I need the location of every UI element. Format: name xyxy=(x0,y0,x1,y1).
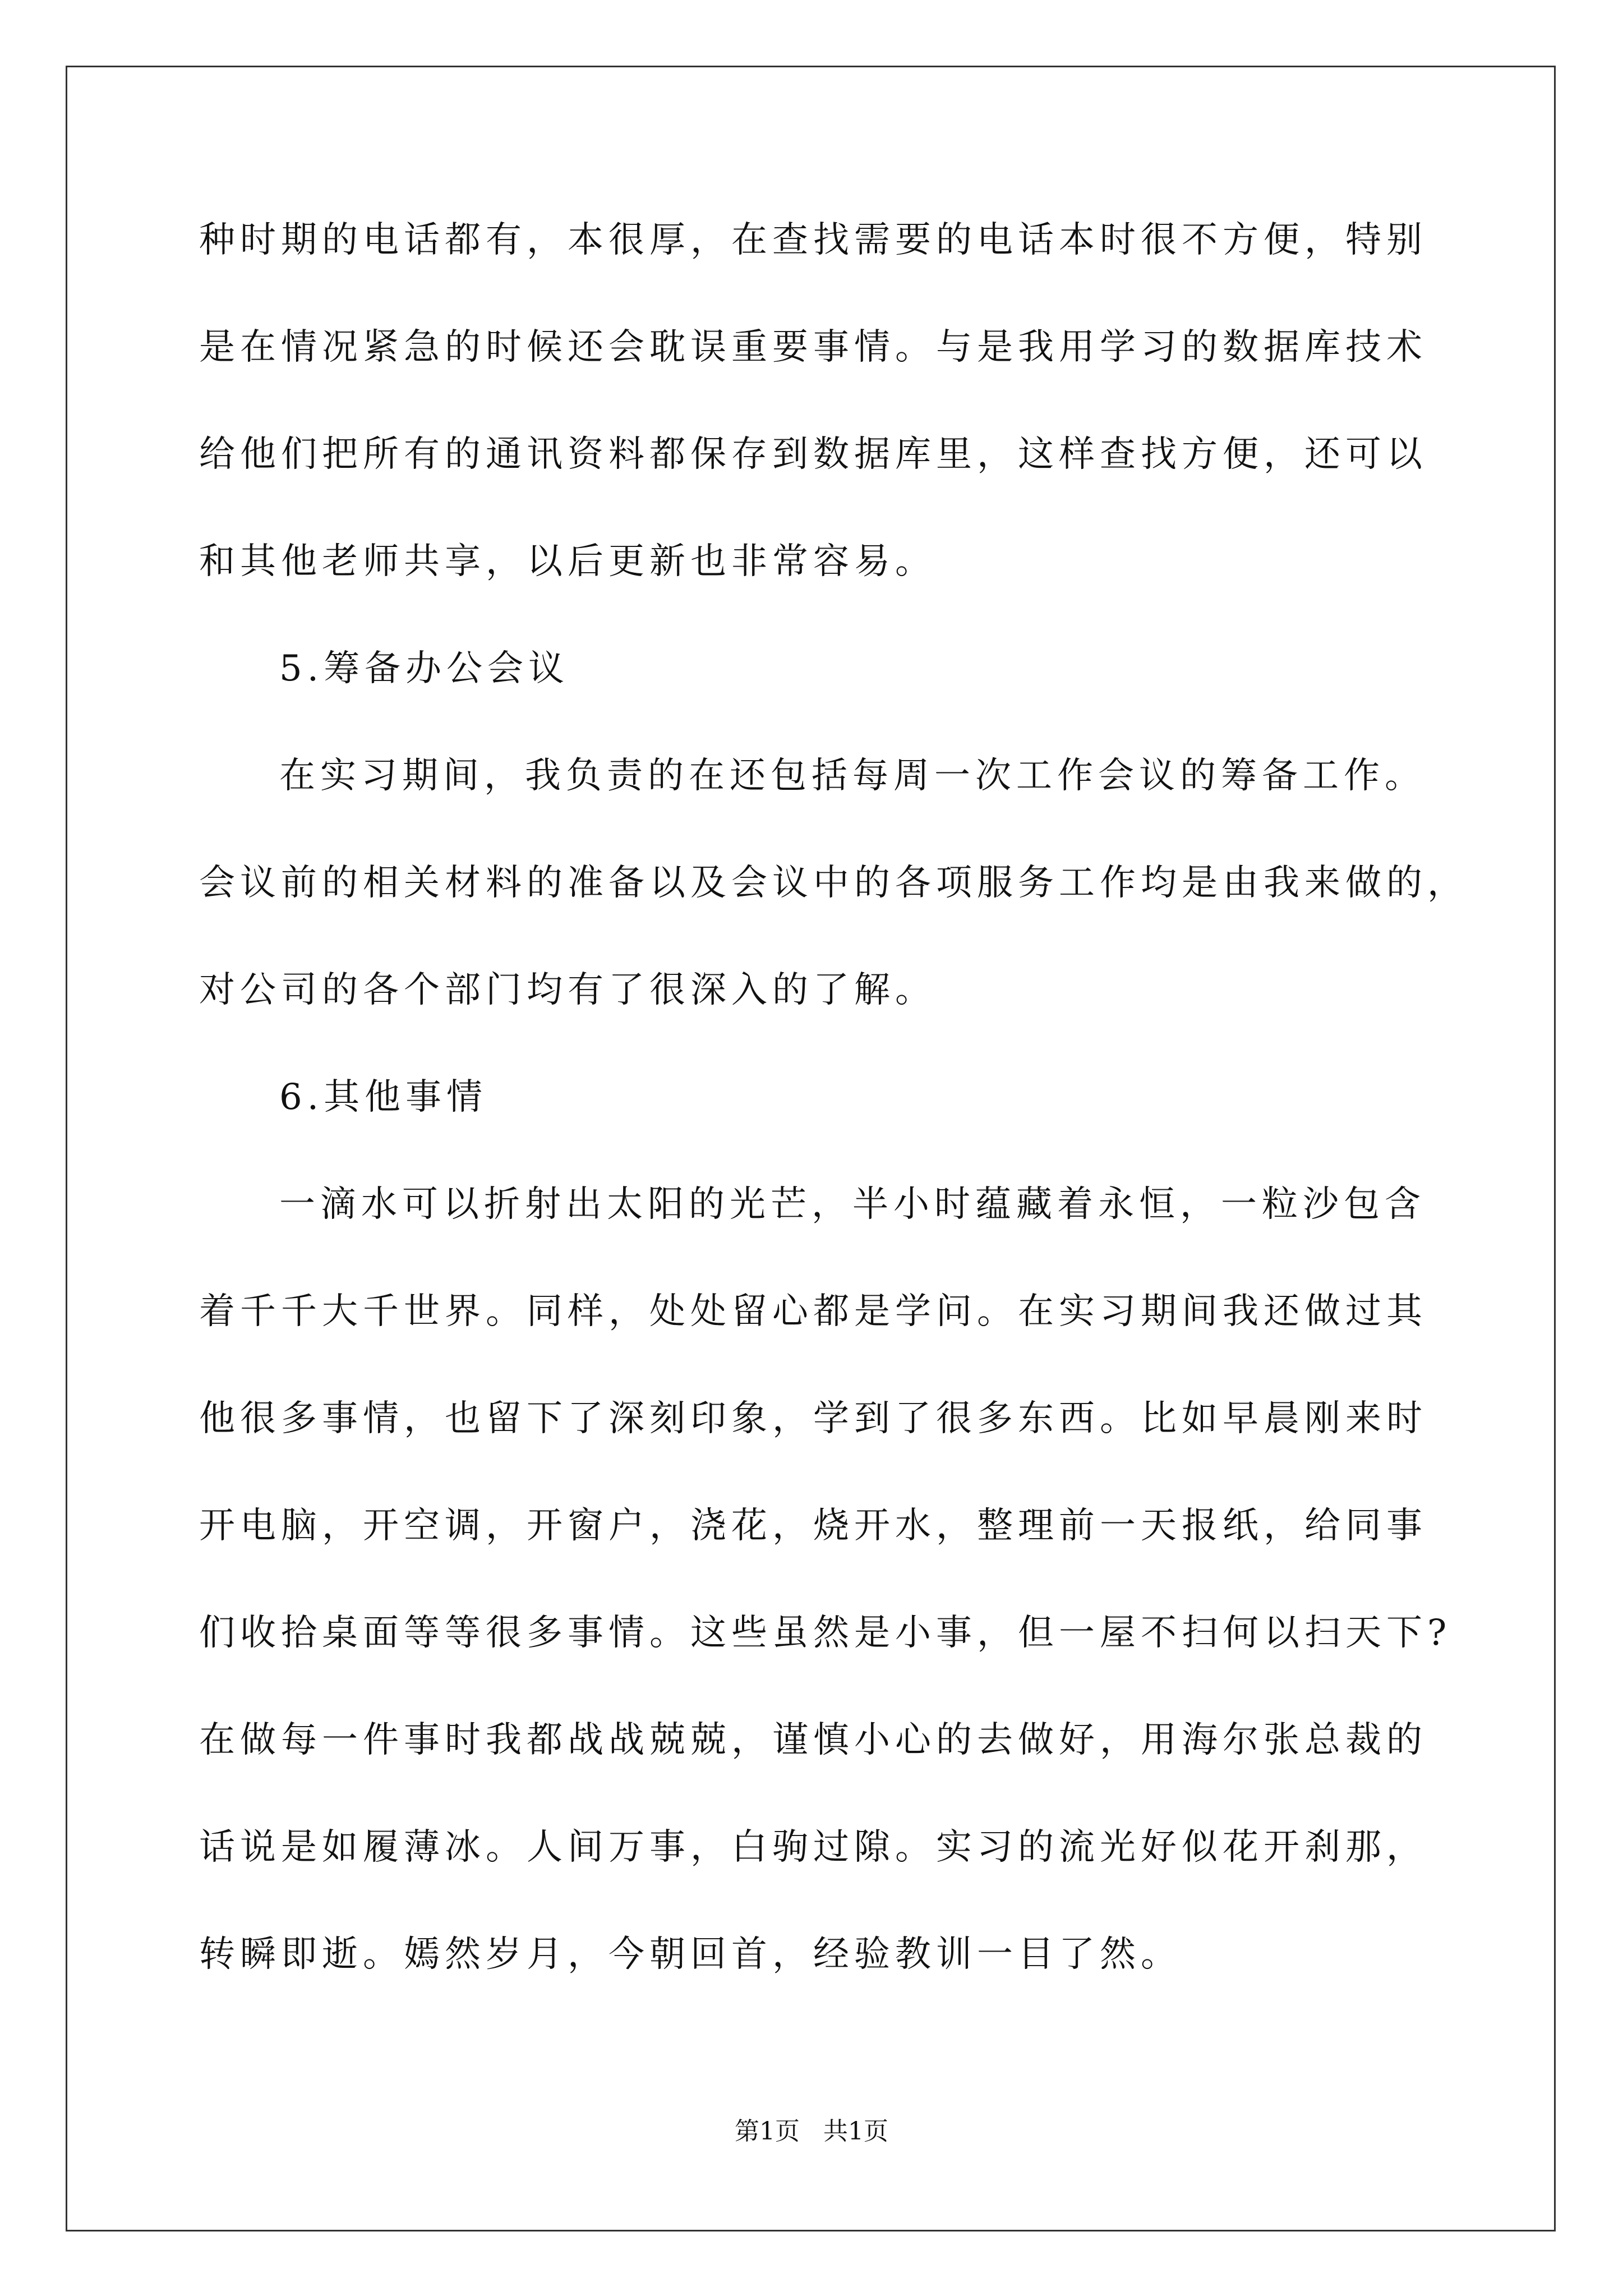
document-body xyxy=(199,213,1468,2035)
paragraph-line: 会议前的相关材料的准备以及会议中的各项服务工作均是由我来做的， xyxy=(199,862,1468,904)
paragraph-line: 在实习期间，我负责的在还包括每周一次工作会议的筹备工作。 xyxy=(279,755,1426,797)
paragraph-line: 对公司的各个部门均有了很深入的了解。 xyxy=(199,969,936,1011)
paragraph-line: 话说是如履薄冰。人间万事，白驹过隙。实习的流光好似花开刹那， xyxy=(199,1826,1427,1868)
page-footer xyxy=(0,2116,1623,2147)
paragraph-line: 他很多事情，也留下了深刻印象，学到了很多东西。比如早晨刚来时 xyxy=(199,1398,1427,1439)
section-heading: 5.筹备办公会议 xyxy=(279,648,570,689)
section-heading: 6.其他事情 xyxy=(279,1076,488,1118)
page-number: 第1页 xyxy=(735,2117,800,2146)
paragraph-line: 开电脑，开空调，开窗户，浇花，烧开水，整理前一天报纸，给同事 xyxy=(199,1505,1427,1547)
paragraph-line: 在做每一件事时我都战战兢兢，谨慎小心的去做好，用海尔张总裁的 xyxy=(199,1719,1427,1761)
paragraph-line: 转瞬即逝。嫣然岁月，今朝回首，经验教训一目了然。 xyxy=(199,1934,1182,1975)
paragraph-line: 们收拾桌面等等很多事情。这些虽然是小事，但一屋不扫何以扫天下? xyxy=(199,1612,1452,1654)
paragraph-line: 给他们把所有的通讯资料都保存到数据库里，这样查找方便，还可以 xyxy=(199,434,1427,475)
paragraph-line: 和其他老师共享，以后更新也非常容易。 xyxy=(199,541,936,582)
paragraph-line: 着千千大千世界。同样，处处留心都是学问。在实习期间我还做过其 xyxy=(199,1291,1427,1332)
paragraph-line: 种时期的电话都有，本很厚，在查找需要的电话本时很不方便，特别 xyxy=(199,219,1427,261)
paragraph-line: 是在情况紧急的时候还会耽误重要事情。与是我用学习的数据库技术 xyxy=(199,326,1427,368)
page-total: 共1页 xyxy=(823,2117,888,2146)
paragraph-line: 一滴水可以折射出太阳的光芒，半小时蕴藏着永恒，一粒沙包含 xyxy=(279,1184,1426,1225)
